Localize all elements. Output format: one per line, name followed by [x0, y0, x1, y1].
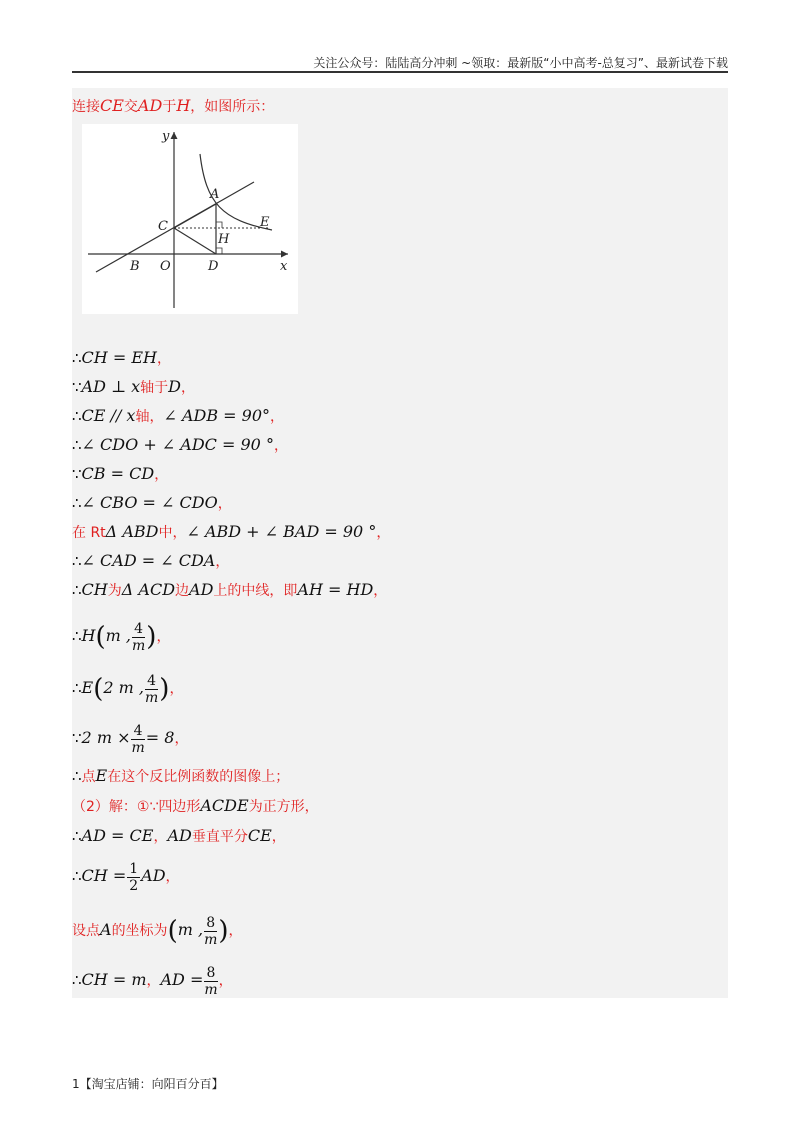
math-text: ) [218, 916, 229, 946]
math-text: （2）解：①∵四边形 [72, 799, 201, 815]
step-13 [72, 766, 289, 787]
math-text: m [204, 981, 218, 998]
math-text: CH = m [81, 970, 147, 989]
step-6 [72, 493, 232, 514]
label-c: C [158, 219, 168, 234]
math-text: CE [247, 826, 272, 845]
math-text: ∴ [72, 627, 82, 645]
math-text: 8 [204, 915, 217, 932]
math-text: m [131, 739, 145, 756]
math-text: ( [93, 674, 104, 704]
intro-var: AD [137, 96, 163, 115]
step-14 [72, 796, 319, 817]
math-text: ， [146, 973, 161, 989]
math-text: CB = CD [81, 464, 155, 483]
label-d: D [208, 259, 219, 274]
math-text: AD = [160, 970, 204, 989]
math-text: 8 [204, 965, 217, 982]
math-text: ∴ [72, 867, 82, 885]
math-text: ) [159, 674, 170, 704]
math-text: ( [95, 622, 106, 652]
math-text: 的坐标为 [111, 923, 168, 939]
step-2 [72, 377, 195, 398]
math-text: m , [105, 626, 131, 645]
math-text: ∴ [72, 349, 82, 367]
step-3 [72, 406, 284, 427]
step-17 [72, 910, 243, 950]
math-text: 4 [145, 673, 158, 690]
math-text: D [168, 377, 181, 396]
math-text: ， [165, 869, 180, 885]
math-text: ∠ CBO = ∠ CDO [81, 493, 218, 512]
label-x: x [280, 259, 288, 274]
math-text: 为正方形， [248, 799, 319, 815]
fraction [204, 915, 217, 948]
math-text: ∴ [72, 971, 82, 989]
fraction [131, 723, 144, 756]
math-text: AD = CE [81, 826, 154, 845]
math-text: H [81, 626, 96, 645]
math-text: ， [228, 923, 243, 939]
math-text: ， [271, 829, 286, 845]
math-text: 在 Rt [72, 525, 106, 541]
math-text: AD [189, 580, 214, 599]
math-text: ， [218, 973, 233, 989]
segment-cd [174, 228, 216, 254]
intro-line [72, 96, 274, 117]
right-angle-d [216, 248, 222, 254]
math-text: ， [270, 409, 285, 425]
math-text: ) [146, 622, 157, 652]
math-text: ACDE [200, 796, 249, 815]
step-10 [72, 616, 170, 656]
math-text: m , [177, 920, 204, 939]
math-text: 边 [175, 583, 190, 599]
math-text: 轴于 [140, 380, 169, 396]
math-text: ， [169, 681, 184, 697]
math-text: 上的中线，即 [213, 583, 298, 599]
math-text: CH = EH [81, 348, 157, 367]
math-text: ∴ [72, 679, 82, 697]
math-text: 2 m × [81, 728, 131, 747]
math-text: ， [153, 829, 168, 845]
math-text: 在这个反比例函数的图像上； [107, 769, 290, 785]
math-text: = 8 [145, 728, 175, 747]
math-text: ， [181, 380, 195, 396]
math-text: CE // x [81, 406, 136, 425]
math-text: AD [167, 826, 192, 845]
segment-ca [174, 204, 216, 228]
intro-text: 交 [123, 99, 138, 115]
step-12 [72, 718, 188, 758]
right-angle-h [216, 222, 222, 228]
math-text: 2 [129, 877, 139, 894]
math-text: ∴ [72, 436, 82, 454]
math-text: ( [167, 916, 178, 946]
label-b: B [130, 259, 140, 274]
intro-var: H [176, 96, 191, 115]
math-text: Δ ABD [105, 522, 159, 541]
math-text: E [95, 766, 108, 785]
math-text: ， [156, 351, 171, 367]
math-text: 中， [158, 525, 187, 541]
math-text: 垂直平分 [191, 829, 248, 845]
fraction [132, 621, 145, 654]
math-text: m [132, 637, 146, 654]
intro-text: 连接 [72, 99, 100, 115]
math-text: A [100, 920, 112, 939]
math-text: 4 [132, 621, 145, 638]
math-text: AH = HD [297, 580, 374, 599]
label-y: y [162, 129, 170, 144]
math-text: Δ ACD [121, 580, 176, 599]
math-text: ， [376, 525, 391, 541]
math-text: 设点 [72, 923, 100, 939]
math-text: ∴ [72, 827, 82, 845]
math-text: ∠ CDO + ∠ ADC = 90 ° [81, 435, 274, 454]
step-18 [72, 960, 233, 1000]
math-text: ∠ ADB = 90° [163, 406, 271, 425]
math-text: ∵ [72, 465, 82, 483]
fraction [204, 965, 217, 998]
math-text: ， [215, 554, 230, 570]
math-text: ， [174, 731, 189, 747]
fraction [127, 861, 140, 894]
math-text: ∴ [72, 407, 82, 425]
intro-var: CE [100, 96, 124, 115]
step-7 [72, 522, 390, 543]
math-text: ， [154, 467, 169, 483]
math-text: ， [156, 629, 171, 645]
step-9 [72, 580, 387, 601]
step-8 [72, 551, 229, 572]
math-text: 1 [129, 860, 139, 877]
coordinate-figure [82, 124, 298, 314]
math-text: m [204, 931, 218, 948]
math-text: 轴， [135, 409, 164, 425]
math-text: m [145, 689, 159, 706]
step-16 [72, 856, 180, 896]
page-header: 关注公众号：陆陆高分冲刺 ~领取：最新版“小中高考-总复习”、最新试卷下载 [313, 56, 728, 70]
math-text: ∴ [72, 581, 82, 599]
math-text: 为 [107, 583, 122, 599]
step-4 [72, 435, 288, 456]
math-text: ， [217, 496, 232, 512]
math-text: ， [373, 583, 388, 599]
math-text: 2 m , [103, 678, 144, 697]
math-text: ∠ ABD + ∠ BAD = 90 ° [186, 522, 377, 541]
label-a: A [210, 187, 220, 202]
math-text: ∴ [72, 494, 82, 512]
label-h: H [218, 232, 230, 247]
step-15 [72, 826, 286, 847]
page-footer: 1【淘宝店铺：向阳百分百】 [72, 1077, 224, 1091]
math-text: ， [273, 438, 288, 454]
math-text: ∠ CAD = ∠ CDA [81, 551, 216, 570]
math-text: ∵ [72, 729, 82, 747]
math-text: CH [81, 580, 108, 599]
math-text: ∴ [72, 767, 82, 785]
math-text: E [81, 678, 94, 697]
header-divider [72, 71, 728, 73]
intro-text: ，如图所示： [190, 99, 275, 115]
coordinate-diagram [82, 124, 298, 314]
fraction [145, 673, 158, 706]
label-o: O [160, 259, 171, 274]
math-text: CH = [81, 866, 127, 885]
step-11 [72, 668, 183, 708]
step-5 [72, 464, 168, 485]
math-text: AD ⊥ x [81, 377, 141, 396]
math-text: 点 [81, 769, 96, 785]
intro-text: 于 [162, 99, 177, 115]
solution-content [72, 88, 728, 998]
math-text: AD [141, 866, 166, 885]
step-1 [72, 348, 171, 369]
math-text: 4 [131, 723, 144, 740]
math-text: ∵ [72, 378, 82, 396]
math-text: ∴ [72, 552, 82, 570]
label-e: E [260, 215, 270, 230]
